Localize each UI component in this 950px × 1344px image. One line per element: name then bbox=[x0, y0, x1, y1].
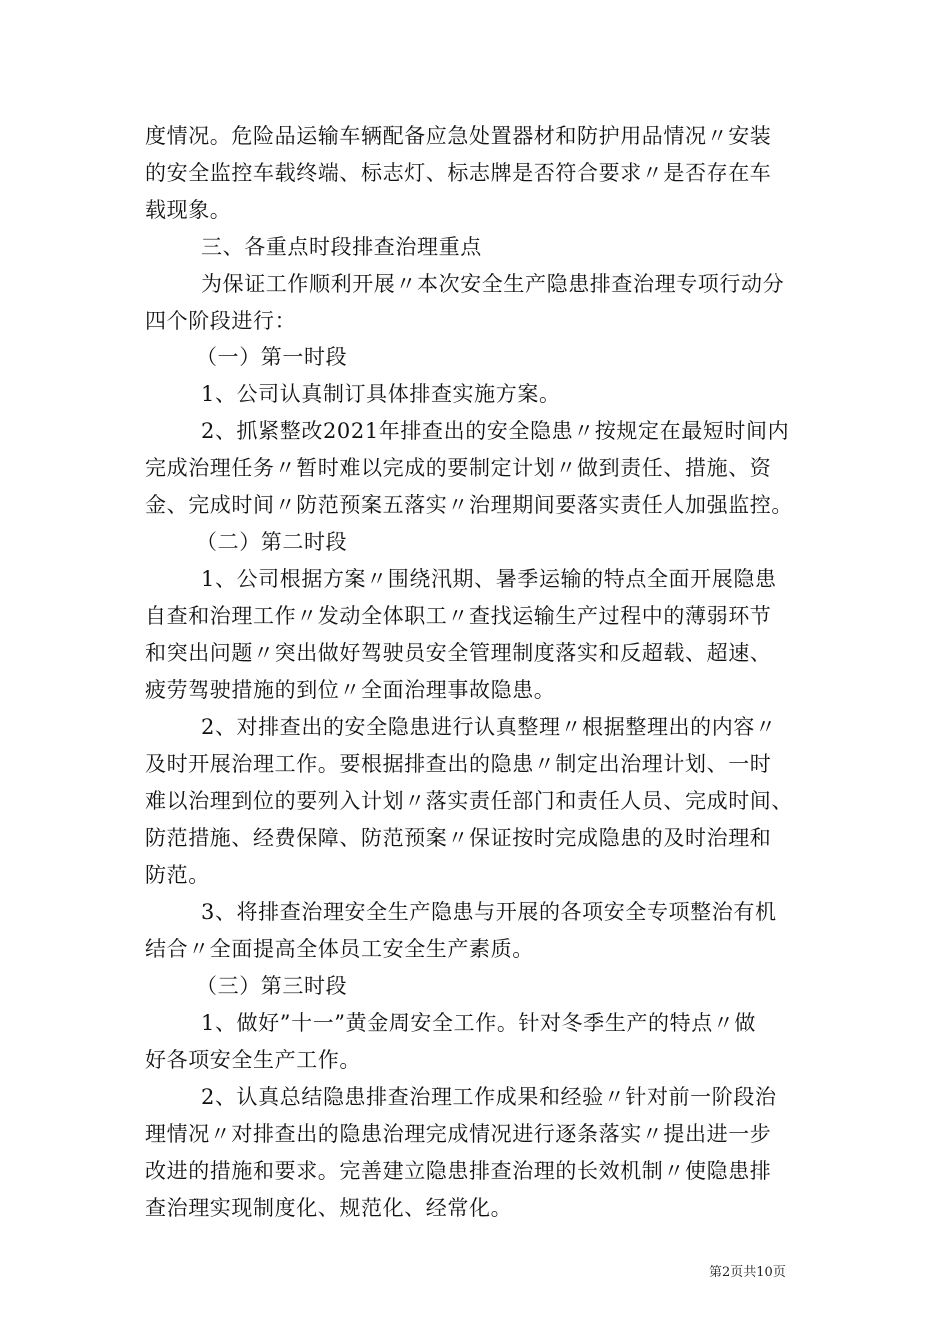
text-line: 度情况。危险品运输车辆配备应急处置器材和防护用品情况〃安装 bbox=[145, 124, 772, 148]
text-line: 防范。 bbox=[145, 863, 210, 887]
text-line: 1、公司认真制订具体排查实施方案。 bbox=[201, 382, 561, 406]
text-line: 2、认真总结隐患排查治理工作成果和经验〃针对前一阶段治 bbox=[201, 1085, 777, 1109]
text-line: 难以治理到位的要列入计划〃落实责任部门和责任人员、完成时间、 bbox=[145, 789, 793, 813]
text-line: 完成治理任务〃暂时难以完成的要制定计划〃做到责任、措施、资 bbox=[145, 456, 772, 480]
section-heading: 三、各重点时段排查治理重点 bbox=[201, 235, 482, 259]
text-line: 查治理实现制度化、规范化、经常化。 bbox=[145, 1196, 513, 1220]
subsection-heading: （一）第一时段 bbox=[196, 345, 348, 369]
text-line: 载现象。 bbox=[145, 198, 232, 222]
text-line: 的安全监控车载终端、标志灯、标志牌是否符合要求〃是否存在车 bbox=[145, 161, 772, 185]
subsection-heading: （二）第二时段 bbox=[196, 530, 348, 554]
text-line: 改进的措施和要求。完善建立隐患排查治理的长效机制〃使隐患排 bbox=[145, 1159, 772, 1183]
text-line: 结合〃全面提高全体员工安全生产素质。 bbox=[145, 937, 534, 961]
page-number: 第2页共10页 bbox=[709, 1265, 786, 1280]
text-line: 为保证工作顺利开展〃本次安全生产隐患排查治理专项行动分 bbox=[201, 272, 785, 296]
text-line: 四个阶段进行： bbox=[145, 309, 297, 333]
text-line: 金、完成时间〃防范预案五落实〃治理期间要落实责任人加强监控。 bbox=[145, 493, 793, 517]
text-line: 及时开展治理工作。要根据排查出的隐患〃制定出治理计划、一时 bbox=[145, 752, 772, 776]
text-line: 1、公司根据方案〃围绕汛期、暑季运输的特点全面开展隐患 bbox=[201, 567, 777, 591]
text-line: 防范措施、经费保障、防范预案〃保证按时完成隐患的及时治理和 bbox=[145, 826, 772, 850]
text-line: 疲劳驾驶措施的到位〃全面治理事故隐患。 bbox=[145, 678, 556, 702]
text-line: 自查和治理工作〃发动全体职工〃查找运输生产过程中的薄弱环节 bbox=[145, 604, 772, 628]
text-line: 2、对排查出的安全隐患进行认真整理〃根据整理出的内容〃 bbox=[201, 715, 777, 739]
text-line: 1、做好”十一”黄金周安全工作。针对冬季生产的特点〃做 bbox=[201, 1011, 757, 1035]
text-line: 和突出问题〃突出做好驾驶员安全管理制度落实和反超载、超速、 bbox=[145, 641, 772, 665]
text-line: 2、抓紧整改2021年排查出的安全隐患〃按规定在最短时间内 bbox=[201, 419, 790, 443]
text-line: 理情况〃对排查出的隐患治理完成情况进行逐条落实〃提出进一步 bbox=[145, 1122, 772, 1146]
text-line: 3、将排查治理安全生产隐患与开展的各项安全专项整治有机 bbox=[201, 900, 777, 924]
subsection-heading: （三）第三时段 bbox=[196, 974, 348, 998]
text-line: 好各项安全生产工作。 bbox=[145, 1048, 361, 1072]
